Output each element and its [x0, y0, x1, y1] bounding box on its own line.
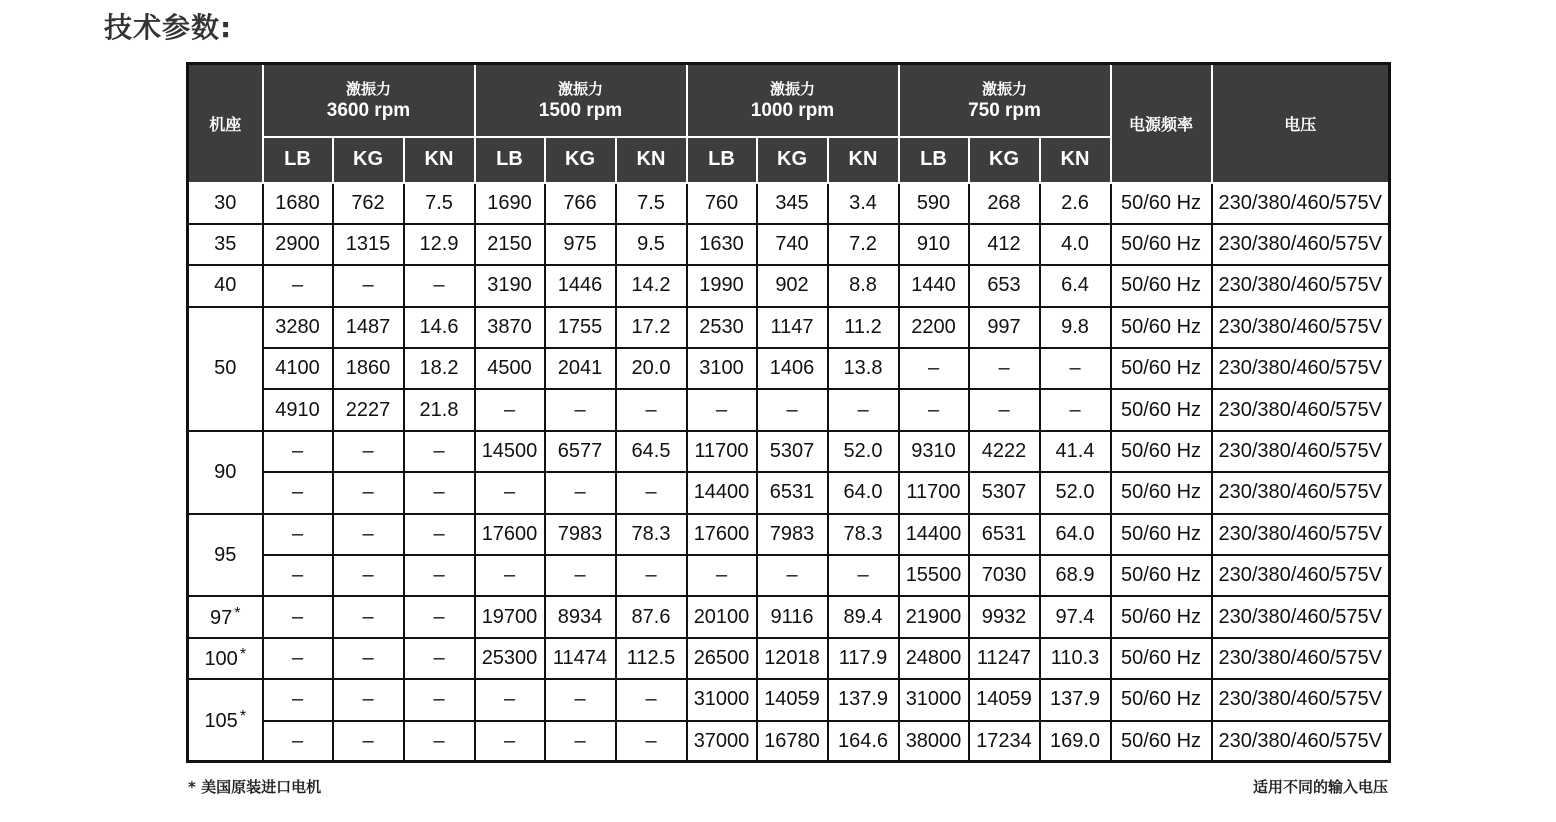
force-cell: – [263, 514, 333, 555]
force-cell: 11700 [899, 472, 969, 513]
force-cell: 68.9 [1040, 555, 1111, 596]
force-cell: 7.2 [828, 224, 899, 265]
force-cell: – [404, 596, 475, 637]
force-cell: – [333, 555, 404, 596]
force-cell: 5307 [969, 472, 1040, 513]
force-cell: – [1040, 348, 1111, 389]
force-cell: – [899, 348, 969, 389]
force-cell: 4.0 [1040, 224, 1111, 265]
table-row [188, 555, 1390, 596]
voltage-cell: 230/380/460/575V [1212, 265, 1390, 306]
force-cell: 4500 [475, 348, 545, 389]
model-value: 50 [214, 357, 237, 380]
frequency-cell: 50/60 Hz [1111, 431, 1212, 472]
table-row [188, 472, 1390, 513]
voltage-cell: 230/380/460/575V [1212, 596, 1390, 637]
force-cell: – [687, 389, 757, 430]
force-cell: 2.6 [1040, 183, 1111, 224]
force-cell: 137.9 [828, 679, 899, 720]
force-cell: 12.9 [404, 224, 475, 265]
force-cell: – [404, 431, 475, 472]
model-value: 35 [214, 233, 237, 256]
force-cell: 25300 [475, 638, 545, 679]
force-cell: 14059 [969, 679, 1040, 720]
force-cell: 5307 [757, 431, 828, 472]
force-cell: 14500 [475, 431, 545, 472]
force-cell: – [616, 721, 687, 762]
model-cell [188, 596, 263, 637]
table-row [188, 638, 1390, 679]
force-cell: 12018 [757, 638, 828, 679]
force-cell: – [757, 389, 828, 430]
voltage-cell: 230/380/460/575V [1212, 638, 1390, 679]
table-row [188, 348, 1390, 389]
force-cell: 16780 [757, 721, 828, 762]
force-cell: 17.2 [616, 307, 687, 348]
force-cell: 1860 [333, 348, 404, 389]
force-cell: 64.0 [1040, 514, 1111, 555]
force-cell: – [616, 555, 687, 596]
force-cell: – [333, 721, 404, 762]
force-cell: 64.0 [828, 472, 899, 513]
force-cell: 37000 [687, 721, 757, 762]
header-group-label: 激振力 [769, 80, 815, 99]
voltage-cell: 230/380/460/575V [1212, 555, 1390, 596]
force-cell: 13.8 [828, 348, 899, 389]
force-cell: 9932 [969, 596, 1040, 637]
force-cell: 910 [899, 224, 969, 265]
model-cell [188, 514, 263, 597]
force-cell: – [828, 555, 899, 596]
header-group-1000 [687, 64, 899, 137]
unit-kn: KN [828, 137, 899, 183]
unit-kg: KG [757, 137, 828, 183]
force-cell: – [333, 472, 404, 513]
force-cell: 9.5 [616, 224, 687, 265]
header-group-rpm: 3600 rpm [326, 100, 411, 122]
force-cell: – [899, 389, 969, 430]
force-cell: 1990 [687, 265, 757, 306]
imported-marker: * [234, 604, 241, 622]
force-cell: – [545, 721, 616, 762]
force-cell: 41.4 [1040, 431, 1111, 472]
table-row [188, 596, 1390, 637]
force-cell: – [828, 389, 899, 430]
force-cell: 4100 [263, 348, 333, 389]
force-cell: – [616, 389, 687, 430]
force-cell: 2900 [263, 224, 333, 265]
model-cell [188, 307, 263, 431]
force-cell: – [687, 555, 757, 596]
force-cell: 3100 [687, 348, 757, 389]
force-cell: – [404, 514, 475, 555]
force-cell: 17600 [475, 514, 545, 555]
force-cell: 117.9 [828, 638, 899, 679]
frequency-cell: 50/60 Hz [1111, 265, 1212, 306]
force-cell: – [757, 555, 828, 596]
voltage-cell: 230/380/460/575V [1212, 679, 1390, 720]
header-group-3600 [263, 64, 475, 137]
force-cell: 18.2 [404, 348, 475, 389]
force-cell: – [333, 638, 404, 679]
force-cell: 6577 [545, 431, 616, 472]
force-cell: 87.6 [616, 596, 687, 637]
force-cell: 4222 [969, 431, 1040, 472]
unit-kg: KG [545, 137, 616, 183]
imported-marker: * [239, 645, 247, 663]
force-cell: – [616, 679, 687, 720]
force-cell: 2150 [475, 224, 545, 265]
table-row [188, 514, 1390, 555]
header-voltage: 电压 [1212, 64, 1390, 183]
force-cell: – [404, 679, 475, 720]
force-cell: – [263, 679, 333, 720]
force-cell: 14.2 [616, 265, 687, 306]
force-cell: 1755 [545, 307, 616, 348]
force-cell: 9116 [757, 596, 828, 637]
voltage-cell: 230/380/460/575V [1212, 472, 1390, 513]
force-cell: 137.9 [1040, 679, 1111, 720]
force-cell: 9310 [899, 431, 969, 472]
model-value: 100 [204, 647, 238, 670]
force-cell: 6.4 [1040, 265, 1111, 306]
force-cell: 52.0 [1040, 472, 1111, 513]
force-cell: – [333, 265, 404, 306]
unit-kg: KG [333, 137, 404, 183]
force-cell: – [263, 472, 333, 513]
force-cell: 20100 [687, 596, 757, 637]
force-cell: 7983 [545, 514, 616, 555]
force-cell: 902 [757, 265, 828, 306]
force-cell: 760 [687, 183, 757, 224]
force-cell: – [404, 472, 475, 513]
unit-kg: KG [969, 137, 1040, 183]
force-cell: 24800 [899, 638, 969, 679]
force-cell: 11247 [969, 638, 1040, 679]
force-cell: 6531 [757, 472, 828, 513]
force-cell: 1440 [899, 265, 969, 306]
force-cell: 11700 [687, 431, 757, 472]
header-model: 机座 [188, 64, 263, 183]
force-cell: 7.5 [404, 183, 475, 224]
frequency-cell: 50/60 Hz [1111, 638, 1212, 679]
frequency-cell: 50/60 Hz [1111, 348, 1212, 389]
force-cell: 21900 [899, 596, 969, 637]
voltage-cell: 230/380/460/575V [1212, 307, 1390, 348]
force-cell: 78.3 [616, 514, 687, 555]
table-header [188, 64, 1390, 183]
force-cell: – [545, 472, 616, 513]
force-cell: 14400 [687, 472, 757, 513]
header-group-rpm: 1000 rpm [750, 100, 835, 122]
page-title: 技术参数: [104, 11, 233, 44]
force-cell: 15500 [899, 555, 969, 596]
force-cell: 8.8 [828, 265, 899, 306]
force-cell: 2041 [545, 348, 616, 389]
force-cell: 97.4 [1040, 596, 1111, 637]
unit-lb: LB [263, 137, 333, 183]
force-cell: 19700 [475, 596, 545, 637]
force-cell: 52.0 [828, 431, 899, 472]
model-value: 30 [214, 191, 237, 214]
model-cell [188, 431, 263, 514]
force-cell: 112.5 [616, 638, 687, 679]
force-cell: 3190 [475, 265, 545, 306]
force-cell: – [333, 596, 404, 637]
model-cell [188, 224, 263, 265]
force-cell: – [475, 555, 545, 596]
force-cell: 17600 [687, 514, 757, 555]
model-value: 97 [210, 606, 233, 629]
force-cell: 2227 [333, 389, 404, 430]
table-row [188, 224, 1390, 265]
force-cell: 1315 [333, 224, 404, 265]
voltage-cell: 230/380/460/575V [1212, 721, 1390, 762]
force-cell: 975 [545, 224, 616, 265]
force-cell: – [404, 555, 475, 596]
force-cell: – [969, 348, 1040, 389]
header-group-label: 激振力 [345, 80, 391, 99]
force-cell: – [969, 389, 1040, 430]
force-cell: – [475, 721, 545, 762]
table-row [188, 307, 1390, 348]
force-cell: – [333, 514, 404, 555]
unit-lb: LB [475, 137, 545, 183]
force-cell: 31000 [899, 679, 969, 720]
header-group-rpm: 1500 rpm [538, 100, 623, 122]
force-cell: – [545, 555, 616, 596]
force-cell: – [263, 721, 333, 762]
voltage-cell: 230/380/460/575V [1212, 389, 1390, 430]
force-cell: 7.5 [616, 183, 687, 224]
force-cell: 1446 [545, 265, 616, 306]
voltage-cell: 230/380/460/575V [1212, 348, 1390, 389]
force-cell: 164.6 [828, 721, 899, 762]
force-cell: – [404, 638, 475, 679]
force-cell: 8934 [545, 596, 616, 637]
force-cell: 345 [757, 183, 828, 224]
force-cell: 3.4 [828, 183, 899, 224]
header-group-rpm: 750 rpm [968, 100, 1041, 122]
force-cell: 14400 [899, 514, 969, 555]
footnote-input-voltage: 适用不同的输入电压 [1252, 778, 1388, 796]
model-cell [188, 265, 263, 306]
footnote-imported-motor: * 美国原装进口电机 [188, 778, 322, 796]
force-cell: – [263, 265, 333, 306]
force-cell: – [263, 431, 333, 472]
force-cell: – [263, 555, 333, 596]
force-cell: 38000 [899, 721, 969, 762]
force-cell: 2530 [687, 307, 757, 348]
frequency-cell: 50/60 Hz [1111, 514, 1212, 555]
force-cell: 78.3 [828, 514, 899, 555]
force-cell: 762 [333, 183, 404, 224]
table-row [188, 679, 1390, 720]
force-cell: – [475, 679, 545, 720]
unit-lb: LB [687, 137, 757, 183]
force-cell: 11474 [545, 638, 616, 679]
force-cell: 110.3 [1040, 638, 1111, 679]
frequency-cell: 50/60 Hz [1111, 472, 1212, 513]
force-cell: 7983 [757, 514, 828, 555]
force-cell: 14059 [757, 679, 828, 720]
force-cell: – [616, 472, 687, 513]
force-cell: – [1040, 389, 1111, 430]
frequency-cell: 50/60 Hz [1111, 596, 1212, 637]
force-cell: 1630 [687, 224, 757, 265]
frequency-cell: 50/60 Hz [1111, 555, 1212, 596]
spec-table [186, 62, 1391, 763]
force-cell: 21.8 [404, 389, 475, 430]
voltage-cell: 230/380/460/575V [1212, 183, 1390, 224]
force-cell: 7030 [969, 555, 1040, 596]
unit-kn: KN [616, 137, 687, 183]
force-cell: 26500 [687, 638, 757, 679]
model-value: 40 [214, 274, 237, 297]
force-cell: 64.5 [616, 431, 687, 472]
frequency-cell: 50/60 Hz [1111, 679, 1212, 720]
header-group-1500 [475, 64, 687, 137]
header-group-label: 激振力 [981, 80, 1027, 99]
force-cell: 412 [969, 224, 1040, 265]
header-group-label: 激振力 [557, 80, 603, 99]
table-row [188, 431, 1390, 472]
force-cell: – [475, 472, 545, 513]
frequency-cell: 50/60 Hz [1111, 307, 1212, 348]
force-cell: 1487 [333, 307, 404, 348]
force-cell: 9.8 [1040, 307, 1111, 348]
model-value: 90 [214, 460, 237, 483]
force-cell: 11.2 [828, 307, 899, 348]
force-cell: 3280 [263, 307, 333, 348]
force-cell: 1406 [757, 348, 828, 389]
force-cell: 31000 [687, 679, 757, 720]
force-cell: 4910 [263, 389, 333, 430]
frequency-cell: 50/60 Hz [1111, 721, 1212, 762]
force-cell: 2200 [899, 307, 969, 348]
force-cell: – [404, 265, 475, 306]
table-row [188, 389, 1390, 430]
table-row [188, 265, 1390, 306]
model-cell [188, 638, 263, 679]
force-cell: 1147 [757, 307, 828, 348]
imported-marker: * [239, 707, 247, 725]
force-cell: 169.0 [1040, 721, 1111, 762]
frequency-cell: 50/60 Hz [1111, 183, 1212, 224]
force-cell: 590 [899, 183, 969, 224]
table-row [188, 721, 1390, 762]
force-cell: 14.6 [404, 307, 475, 348]
voltage-cell: 230/380/460/575V [1212, 514, 1390, 555]
force-cell: 6531 [969, 514, 1040, 555]
force-cell: – [404, 721, 475, 762]
force-cell: – [475, 389, 545, 430]
force-cell: 1690 [475, 183, 545, 224]
force-cell: 1680 [263, 183, 333, 224]
force-cell: 89.4 [828, 596, 899, 637]
table-row [188, 183, 1390, 224]
force-cell: 20.0 [616, 348, 687, 389]
model-cell [188, 679, 263, 762]
header-group-750 [899, 64, 1111, 137]
unit-kn: KN [404, 137, 475, 183]
force-cell: – [333, 679, 404, 720]
header-frequency: 电源频率 [1111, 64, 1212, 183]
frequency-cell: 50/60 Hz [1111, 389, 1212, 430]
model-value: 95 [214, 543, 237, 566]
model-cell [188, 183, 263, 224]
voltage-cell: 230/380/460/575V [1212, 224, 1390, 265]
force-cell: – [263, 596, 333, 637]
unit-lb: LB [899, 137, 969, 183]
force-cell: 766 [545, 183, 616, 224]
force-cell: 17234 [969, 721, 1040, 762]
voltage-cell: 230/380/460/575V [1212, 431, 1390, 472]
force-cell: 268 [969, 183, 1040, 224]
model-value: 105 [204, 709, 238, 732]
table-body [188, 183, 1390, 762]
force-cell: 997 [969, 307, 1040, 348]
frequency-cell: 50/60 Hz [1111, 224, 1212, 265]
force-cell: 740 [757, 224, 828, 265]
force-cell: – [545, 679, 616, 720]
unit-kn: KN [1040, 137, 1111, 183]
force-cell: – [333, 431, 404, 472]
force-cell: – [263, 638, 333, 679]
force-cell: – [545, 389, 616, 430]
force-cell: 653 [969, 265, 1040, 306]
force-cell: 3870 [475, 307, 545, 348]
